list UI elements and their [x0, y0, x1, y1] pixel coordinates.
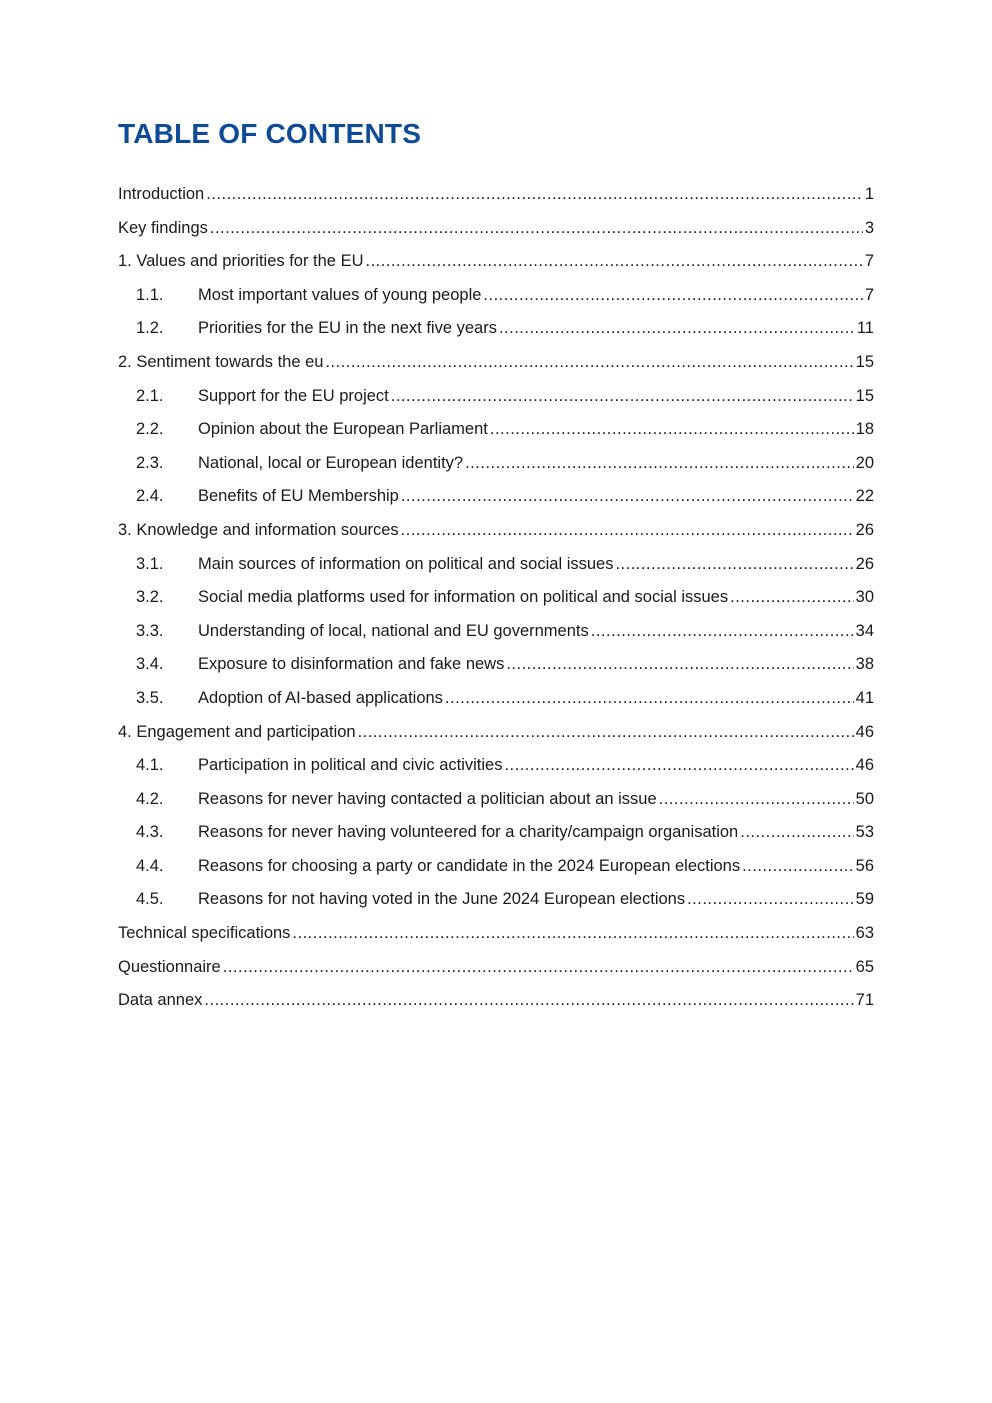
toc-entry-title: Key findings	[118, 218, 208, 237]
toc-entry-page-number: 41	[855, 688, 874, 707]
dot-leader	[615, 548, 853, 582]
toc-entry-number: 3.1.	[136, 554, 164, 573]
dot-leader	[490, 413, 854, 447]
toc-entry-title: 1. Values and priorities for the EU	[118, 252, 364, 271]
toc-entry-page-number: 26	[855, 520, 874, 539]
toc-entry-page-number: 7	[864, 285, 874, 304]
dot-leader	[659, 783, 854, 817]
toc-list	[118, 178, 874, 1018]
toc-entry-page-number: 30	[855, 588, 874, 607]
toc-entry-page-number: 1	[864, 185, 874, 203]
toc-entry-title: Priorities for the EU in the next five years	[198, 319, 497, 338]
toc-entry-title: Introduction	[118, 185, 205, 203]
toc-entry-number: 1.2.	[136, 319, 164, 338]
toc-entry-page-number: 65	[855, 957, 874, 976]
toc-entry-page-number: 15	[855, 386, 874, 405]
toc-entry-title: 3. Knowledge and information sources	[118, 520, 399, 539]
dot-leader	[465, 447, 854, 481]
dot-leader	[401, 514, 854, 548]
toc-entry-number: 3.4.	[136, 655, 164, 674]
toc-entry-title: National, local or European identity?	[198, 453, 464, 472]
toc-entry-page-number: 38	[855, 655, 874, 674]
toc-entry-number: 3.3.	[136, 621, 164, 640]
dot-leader	[210, 212, 863, 246]
toc-entry-number: 2.3.	[136, 453, 164, 472]
toc-entry-title: Social media platforms used for information on political and social issues	[198, 588, 729, 607]
toc-entry-page-number: 26	[855, 554, 874, 573]
dot-leader	[223, 951, 854, 985]
toc-subsection-entry[interactable]	[118, 279, 874, 313]
dot-leader	[591, 615, 854, 649]
toc-entry-page-number: 56	[855, 856, 874, 875]
toc-entry-title: Adoption of AI-based applications	[198, 688, 443, 707]
dot-leader	[506, 648, 853, 682]
toc-entry-page-number: 71	[855, 991, 874, 1010]
dot-leader	[483, 279, 862, 313]
toc-subsection-entry[interactable]	[118, 816, 874, 850]
toc-section-entry[interactable]	[118, 212, 874, 246]
toc-entry-title: Reasons for not having voted in the June 2024 European elections	[198, 890, 686, 909]
toc-section-entry[interactable]	[118, 716, 874, 750]
toc-entry-page-number: 46	[855, 756, 874, 775]
toc-entry-title: Understanding of local, national and EU governments	[198, 621, 589, 640]
toc-subsection-entry[interactable]	[118, 380, 874, 414]
toc-entry-title: Participation in political and civic activities	[198, 756, 503, 775]
toc-entry-title: Support for the EU project	[198, 386, 389, 405]
dot-leader	[366, 245, 863, 279]
page-title: TABLE OF CONTENTS	[118, 118, 422, 149]
dot-leader	[206, 178, 863, 212]
toc-section-entry[interactable]	[118, 984, 874, 1018]
toc-entry-title: Exposure to disinformation and fake news	[198, 655, 505, 674]
toc-entry-title: 4. Engagement and participation	[118, 722, 356, 741]
toc-entry-title: Questionnaire	[118, 957, 221, 976]
toc-entry-number: 2.1.	[136, 386, 164, 405]
toc-subsection-entry[interactable]	[118, 581, 874, 615]
toc-subsection-entry[interactable]	[118, 312, 874, 346]
toc-entry-page-number: 46	[855, 722, 874, 741]
toc-section-entry[interactable]	[118, 951, 874, 985]
toc-entry-page-number: 53	[855, 823, 874, 842]
dot-leader	[358, 716, 854, 750]
toc-entry-title: Benefits of EU Membership	[198, 487, 399, 506]
toc-entry-number: 3.2.	[136, 588, 164, 607]
toc-subsection-entry[interactable]	[118, 749, 874, 783]
dot-leader	[292, 917, 853, 951]
toc-entry-number: 4.1.	[136, 756, 164, 775]
toc-entry-title: Reasons for choosing a party or candidate in the 2024 European elections	[198, 856, 741, 875]
toc-entry-number: 4.5.	[136, 890, 164, 909]
toc-entry-page-number: 11	[856, 319, 874, 338]
toc-entry-number: 2.2.	[136, 420, 164, 439]
toc-subsection-entry[interactable]	[118, 447, 874, 481]
toc-entry-page-number: 20	[855, 453, 874, 472]
dot-leader	[391, 380, 854, 414]
toc-entry-page-number: 3	[864, 218, 874, 237]
toc-subsection-entry[interactable]	[118, 413, 874, 447]
toc-entry-title: 2. Sentiment towards the eu	[118, 352, 324, 371]
toc-entry-title: Most important values of young people	[198, 285, 482, 304]
toc-subsection-entry[interactable]	[118, 648, 874, 682]
toc-entry-number: 4.2.	[136, 789, 164, 808]
dot-leader	[730, 581, 854, 615]
toc-entry-title: Opinion about the European Parliament	[198, 420, 488, 439]
toc-entry-page-number: 34	[855, 621, 874, 640]
toc-entry-title: Technical specifications	[118, 924, 291, 943]
dot-leader	[740, 816, 853, 850]
toc-entry-number: 1.1.	[136, 285, 164, 304]
toc-entry-title: Data annex	[118, 991, 203, 1010]
toc-entry-page-number: 63	[855, 924, 874, 943]
dot-leader	[499, 312, 855, 346]
toc-entry-page-number: 7	[864, 252, 874, 271]
toc-entry-title: Main sources of information on political and social issues	[198, 554, 614, 573]
toc-subsection-entry[interactable]	[118, 548, 874, 582]
toc-section-entry[interactable]	[118, 346, 874, 380]
toc-entry-number: 4.3.	[136, 823, 164, 842]
toc-subsection-entry[interactable]	[118, 850, 874, 884]
dot-leader	[687, 883, 854, 917]
toc-section-entry[interactable]	[118, 514, 874, 548]
toc-subsection-entry[interactable]	[118, 682, 874, 716]
toc-section-entry[interactable]	[118, 917, 874, 951]
dot-leader	[742, 850, 854, 884]
toc-entry-page-number: 22	[855, 487, 874, 506]
toc-subsection-entry[interactable]	[118, 883, 874, 917]
dot-leader	[325, 346, 853, 380]
toc-entry-number: 3.5.	[136, 688, 164, 707]
toc-entry-title: Reasons for never having contacted a politician about an issue	[198, 789, 657, 808]
dot-leader	[504, 749, 853, 783]
dot-leader	[204, 984, 853, 1018]
toc-entry-page-number: 15	[855, 352, 874, 371]
dot-leader	[401, 480, 854, 514]
toc-section-entry[interactable]	[118, 245, 874, 279]
toc-entry-number: 2.4.	[136, 487, 164, 506]
toc-entry-page-number: 18	[855, 420, 874, 439]
toc-entry-title: Reasons for never having volunteered for a charity/campaign organisation	[198, 823, 739, 842]
toc-entry-page-number: 50	[855, 789, 874, 808]
dot-leader	[445, 682, 854, 716]
toc-subsection-entry[interactable]	[118, 480, 874, 514]
toc-section-entry[interactable]	[118, 178, 874, 212]
toc-subsection-entry[interactable]	[118, 783, 874, 817]
toc-entry-page-number: 59	[855, 890, 874, 909]
toc-entry-number: 4.4.	[136, 856, 164, 875]
toc-subsection-entry[interactable]	[118, 615, 874, 649]
